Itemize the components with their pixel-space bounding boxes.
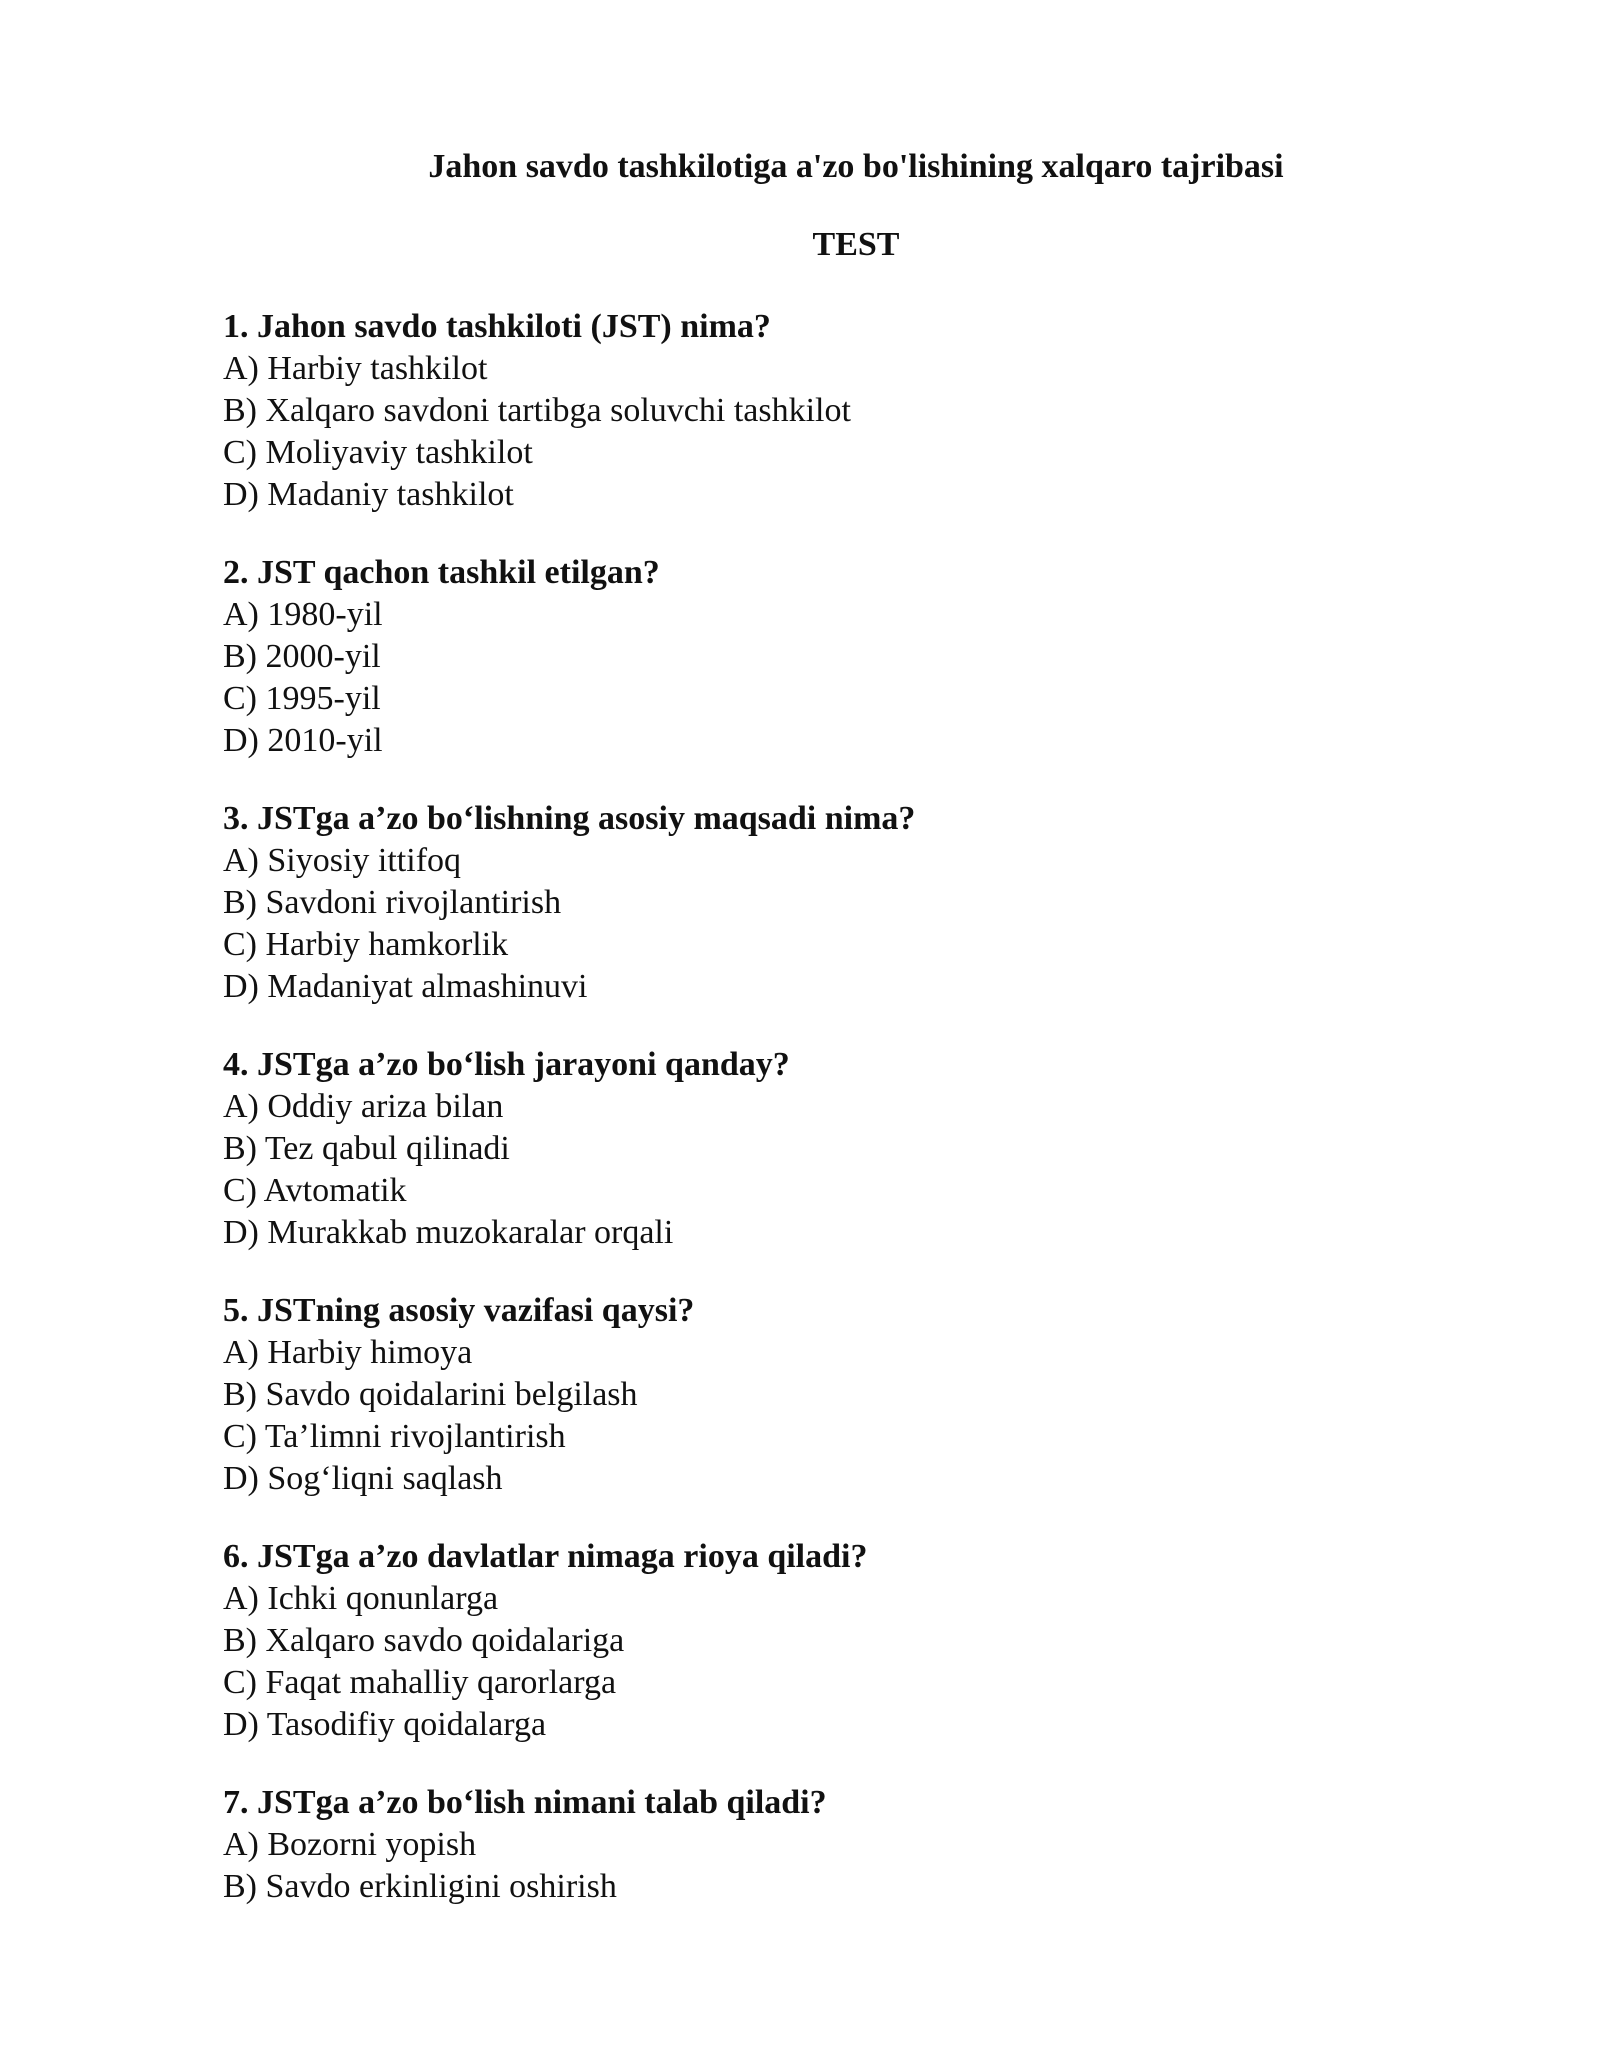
question-text: 1. Jahon savdo tashkiloti (JST) nima? [223,308,771,345]
document-title: Jahon savdo tashkilotiga a'zo bo'lishining xalqaro tajribasi [428,148,1284,185]
option-a: A) Bozorni yopish [223,1826,477,1863]
option-d: D) Madaniy tashkilot [223,476,514,513]
option-b: B) Savdoni rivojlantirish [223,884,562,921]
question-text: 4. JSTga a’zo bo‘lish jarayoni qanday? [223,1046,790,1083]
question-4 [223,1044,1423,1254]
question-text: 6. JSTga a’zo davlatlar nimaga rioya qiladi? [223,1538,868,1575]
option-a: A) Oddiy ariza bilan [223,1088,504,1125]
option-c: C) Faqat mahalliy qarorlarga [223,1664,617,1701]
option-c: C) Harbiy hamkorlik [223,926,509,963]
option-b: B) Savdo erkinligini oshirish [223,1868,617,1905]
option-a: A) Siyosiy ittifoq [223,842,462,879]
questions-list [223,306,1423,1944]
question-2 [223,552,1423,762]
option-d: D) Murakkab muzokaralar orqali [223,1214,674,1251]
option-b: B) Savdo qoidalarini belgilash [223,1376,638,1413]
question-7 [223,1782,1423,1908]
question-text: 5. JSTning asosiy vazifasi qaysi? [223,1292,695,1329]
question-1 [223,306,1423,516]
option-d: D) Sog‘liqni saqlash [223,1460,503,1497]
document-subtitle: TEST [812,226,900,263]
option-c: C) Ta’limni rivojlantirish [223,1418,566,1455]
option-b: B) 2000-yil [223,638,381,675]
option-c: C) Avtomatik [223,1172,407,1209]
option-b: B) Xalqaro savdo qoidalariga [223,1622,625,1659]
question-6 [223,1536,1423,1746]
option-c: C) 1995-yil [223,680,381,717]
option-c: C) Moliyaviy tashkilot [223,434,533,471]
option-d: D) Tasodifiy qoidalarga [223,1706,547,1743]
question-3 [223,798,1423,1008]
option-b: B) Xalqaro savdoni tartibga soluvchi tashkilot [223,392,851,429]
question-text: 2. JST qachon tashkil etilgan? [223,554,660,591]
option-d: D) 2010-yil [223,722,383,759]
option-a: A) Harbiy himoya [223,1334,473,1371]
option-a: A) Harbiy tashkilot [223,350,488,387]
question-5 [223,1290,1423,1500]
option-a: A) Ichki qonunlarga [223,1580,499,1617]
option-a: A) 1980-yil [223,596,383,633]
question-text: 3. JSTga a’zo bo‘lishning asosiy maqsadi nima? [223,800,916,837]
question-text: 7. JSTga a’zo bo‘lish nimani talab qiladi? [223,1784,827,1821]
option-d: D) Madaniyat almashinuvi [223,968,588,1005]
option-b: B) Tez qabul qilinadi [223,1130,510,1167]
